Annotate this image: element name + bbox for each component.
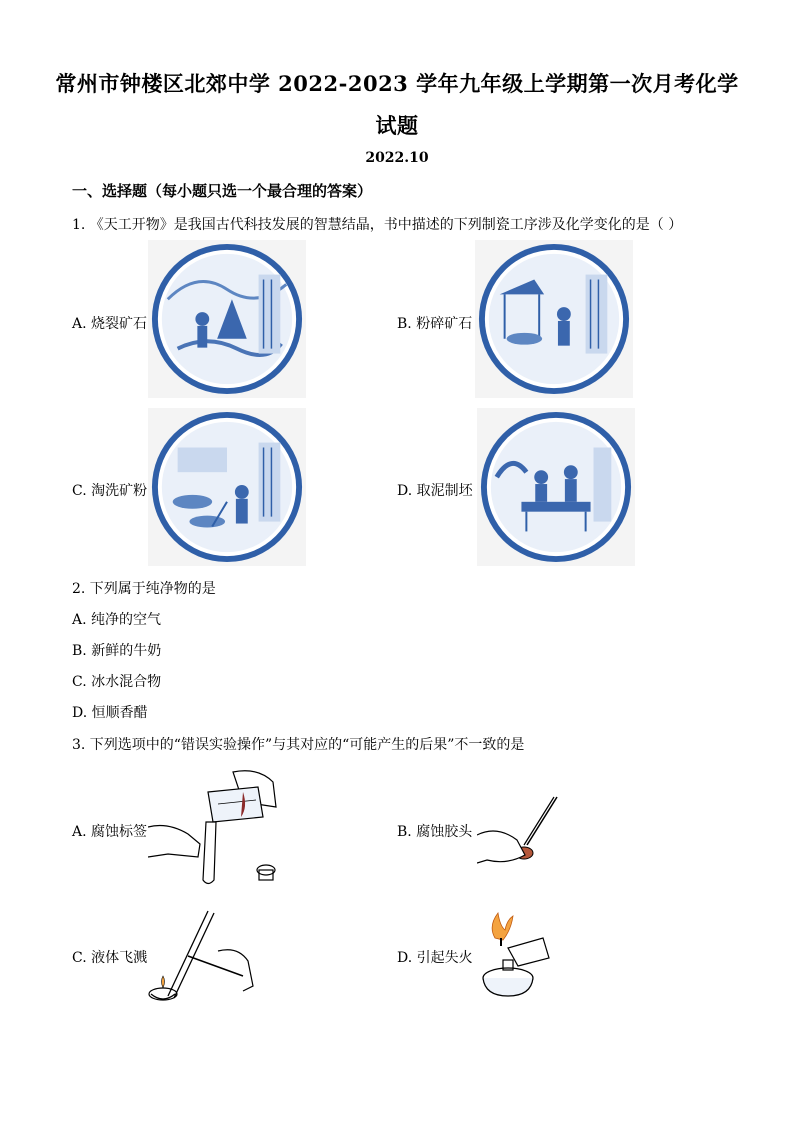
exam-date: 2022.10 [365,150,429,166]
dropper-image [477,795,562,870]
q1-option-c: C. 淘洗矿粉 [72,483,148,499]
heating-test-tube-image [148,906,258,1004]
q2-option-a: A. 纯净的空气 [72,612,162,628]
pouring-liquid-image [148,762,280,888]
question-3-stem: 3. 下列选项中的“错误实验操作”与其对应的“可能产生的后果”不一致的是 [72,737,525,753]
q3-option-b: B. 腐蚀胶头 [397,824,473,840]
porcelain-plate-image-c [148,408,306,566]
alcohol-lamp-image [473,908,553,1000]
q2-option-c: C. 冰水混合物 [72,674,162,690]
q2-option-d: D. 恒顺香醋 [72,705,148,721]
porcelain-plate-image-a [148,240,306,398]
q3-option-d: D. 引起失火 [397,950,473,966]
section-heading: 一、选择题（每小题只选一个最合理的答案） [72,182,373,200]
q1-option-b: B. 粉碎矿石 [397,316,473,332]
q2-option-b: B. 新鲜的牛奶 [72,643,162,659]
exam-title-line2: 试题 [375,113,419,138]
question-2-stem: 2. 下列属于纯净物的是 [72,581,216,597]
porcelain-plate-image-b [473,240,635,398]
q3-option-a: A. 腐蚀标签 [72,824,148,840]
question-1-stem: 1. 《天工开物》是我国古代科技发展的智慧结晶，书中描述的下列制瓷工序涉及化学变化的是（ ） [72,217,683,233]
q1-option-d: D. 取泥制坯 [397,483,473,499]
q3-option-c: C. 液体飞溅 [72,950,148,966]
porcelain-plate-image-d [475,408,637,566]
exam-title-line1: 常州市钟楼区北郊中学 2022-2023 学年九年级上学期第一次月考化学 [55,71,739,96]
q1-option-a: A. 烧裂矿石 [72,316,148,332]
